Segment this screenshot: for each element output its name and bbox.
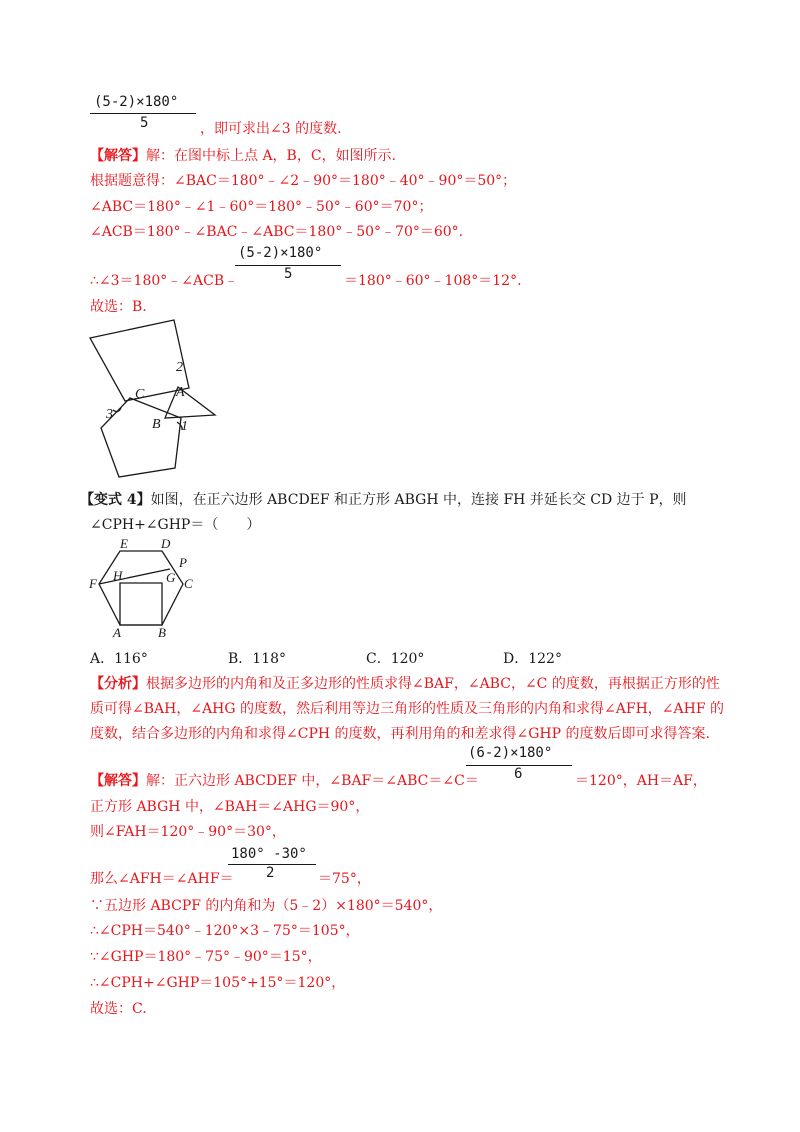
fig1-label: A — [176, 385, 185, 400]
answer2-line-4-suffix: ＝75°， — [318, 871, 371, 887]
option-c[interactable]: C．120° — [366, 651, 425, 667]
fraction-denominator: 2 — [266, 865, 275, 881]
fig1-label: 1 — [181, 419, 188, 434]
fig2-label: D — [161, 536, 171, 551]
variant-stem-line-2: ∠CPH+∠GHP＝（ ） — [90, 517, 261, 533]
option-a[interactable]: A．116° — [90, 651, 148, 667]
answer2-tag: 【解答】 — [90, 773, 146, 789]
fig2-label: F — [89, 576, 97, 591]
answer2-line-6: ∴∠CPH＝540°﹣120°×3﹣75°＝105°， — [90, 923, 360, 939]
segment-fp — [99, 569, 170, 584]
answer-line-2: 根据题意得：∠BAC＝180°﹣∠2﹣90°＝180°﹣40°﹣90°＝50°； — [90, 173, 517, 189]
fig2-label: C — [184, 576, 193, 591]
answer-line-5-suffix: ＝180°﹣60°﹣108°＝12°. — [344, 273, 522, 289]
fig2-label: H — [113, 568, 123, 583]
option-d[interactable]: D．122° — [503, 651, 562, 667]
fraction-numerator: (5-2)×180° — [238, 245, 323, 261]
fig2-label: A — [113, 625, 121, 640]
answer-line-5-prefix: ∴∠3＝180°﹣∠ACB﹣ — [90, 273, 239, 289]
fraction-numerator: 180° -30° — [231, 846, 307, 862]
square-shape — [120, 583, 162, 625]
fig1-label: 3 — [106, 407, 113, 422]
answer2-line-1-prefix: 【解答】解：正六边形 ABCDEF 中，∠BAF＝∠ABC＝∠C＝ — [90, 773, 479, 789]
fig1-label: C — [135, 387, 145, 402]
figure-squares-triangle-pentagon — [85, 318, 235, 483]
answer-line-3: ∠ABC＝180°﹣∠1﹣60°＝180°﹣50°﹣60°＝70°； — [90, 199, 433, 215]
fig2-label: B — [158, 625, 166, 640]
analysis-line-1: 【分析】根据多边形的内角和及正多边形的性质求得∠BAF，∠ABC，∠C 的度数，再根据正方形的性 — [90, 676, 720, 692]
answer-tag: 【解答】 — [90, 148, 146, 164]
analysis-line-2: 质可得∠BAH，∠AHG 的度数，然后利用等边三角形的性质及三角形的内角和求得∠AFH，∠AHF 的 — [90, 701, 724, 717]
answer2-choice: 故选：C. — [90, 1001, 147, 1017]
answer2-line-3: 则∠FAH＝120°﹣90°＝30°， — [90, 824, 286, 840]
hexagon-shape — [99, 551, 183, 625]
fraction-denominator: 6 — [514, 766, 523, 782]
answer-line-4: ∠ACB＝180°﹣∠BAC﹣∠ABC＝180°﹣50°﹣70°＝60°. — [90, 224, 464, 240]
answer2-line-4-prefix: 那么∠AFH＝∠AHF＝ — [90, 871, 234, 887]
fraction-numerator: (5-2)×180° — [94, 94, 179, 110]
answer-choice: 故选：B. — [90, 299, 147, 315]
variant-tag: 【变式 4】 — [80, 492, 151, 508]
answer2-line-8: ∴∠CPH+∠GHP＝105°+15°＝120°， — [90, 975, 346, 991]
answer-line-1: 【解答】解：在图中标上点 A，B，C，如图所示. — [90, 148, 397, 164]
answer2-line-7: ∵∠GHP＝180°﹣75°﹣90°＝15°， — [90, 949, 322, 965]
answer2-line-2: 正方形 ABGH 中，∠BAH＝∠AHG＝90°， — [90, 799, 370, 815]
variant-stem-line-1: 【变式 4】如图，在正六边形 ABCDEF 和正方形 ABGH 中，连接 FH 并延长交 CD 边于 P，则 — [80, 492, 687, 508]
option-b[interactable]: B．118° — [228, 651, 287, 667]
fig2-label: E — [120, 536, 128, 551]
fraction-numerator: (6-2)×180° — [468, 745, 553, 761]
fraction-denominator: 5 — [284, 266, 293, 282]
fig2-label: G — [166, 570, 176, 585]
fig1-label: B — [152, 417, 161, 432]
fraction-followup-text: ，即可求出∠3 的度数. — [200, 121, 342, 137]
fig2-label: P — [179, 555, 187, 570]
fraction-denominator: 5 — [140, 115, 149, 131]
answer2-line-5: ∵五边形 ABCPF 的内角和为（5﹣2）×180°＝540°， — [90, 898, 443, 914]
fig1-label: 2 — [176, 360, 183, 375]
figure-hexagon-square — [86, 535, 206, 640]
answer2-line-1-suffix: ＝120°，AH＝AF， — [575, 773, 707, 789]
analysis-line-3: 度数，结合多边形的内角和求得∠CPH 的度数，再利用角的和差求得∠GHP 的度数后即可求得答案. — [90, 726, 710, 742]
analysis-tag: 【分析】 — [90, 676, 146, 692]
